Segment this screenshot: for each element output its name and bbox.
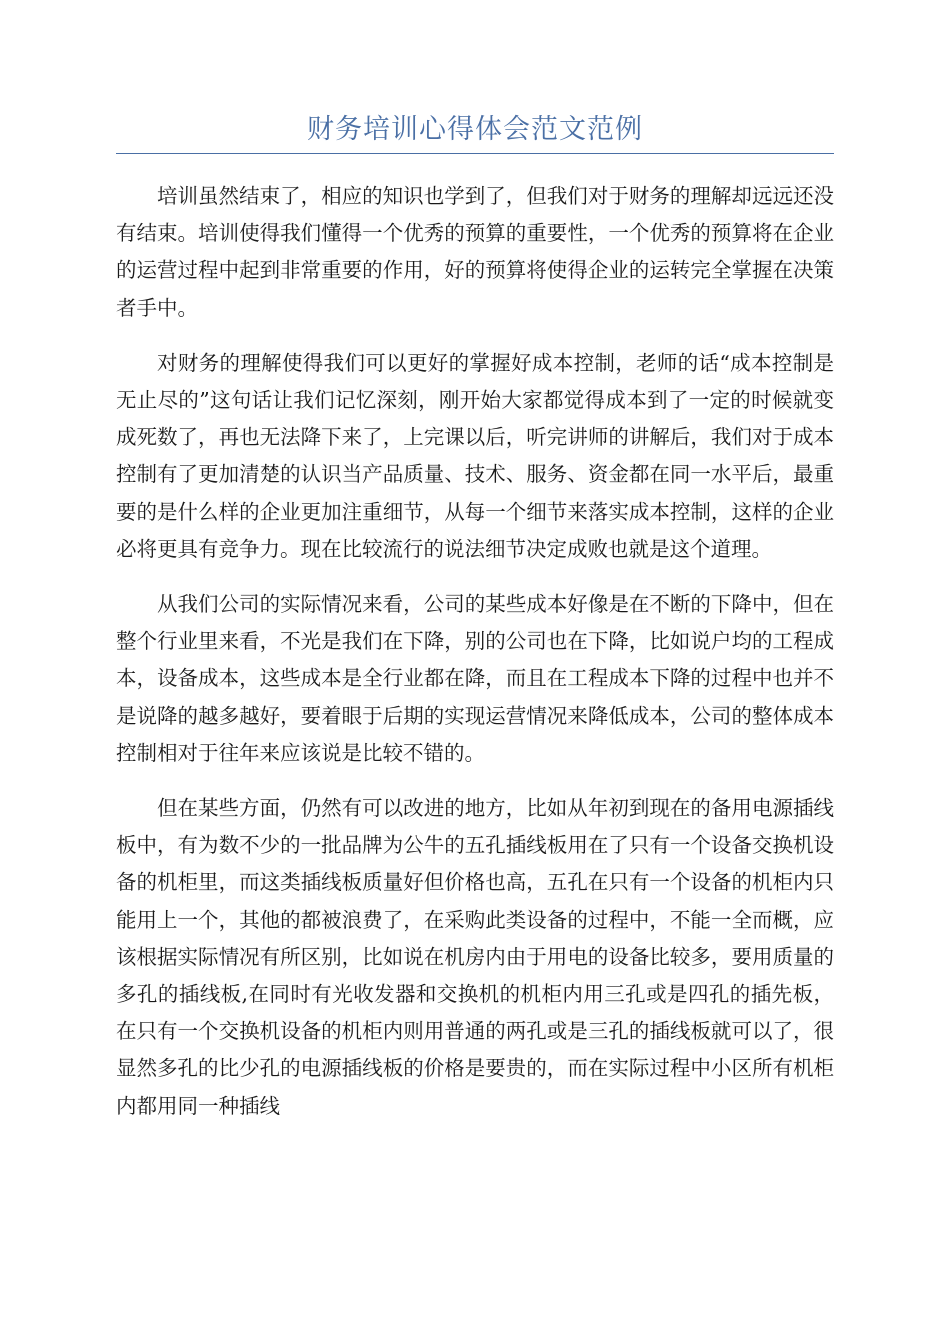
document-title: 财务培训心得体会范文范例 [307, 114, 643, 145]
title-underline [116, 153, 834, 154]
document-body [116, 178, 834, 1143]
paragraph-2: 对财务的理解使得我们可以更好的掌握好成本控制，老师的话“成本控制是无止尽的”这句话让我们记忆深刻，刚开始大家都觉得成本到了一定的时候就变成死数了，再也无法降下来了，上完课以后，听完讲师的讲解后，我们对于成本控制有了更加清楚的认识当产品质量、技术、服务、资金都在同一水平后，最重要的是什么样的企业更加注重细节，从每一个细节来落实成本控制，这样的企业必将更具有竞争力。现在比较流行的说法细节决定成败也就是这个道理。 [116, 350, 834, 561]
paragraph-3: 从我们公司的实际情况来看，公司的某些成本好像是在不断的下降中，但在整个行业里来看，不光是我们在下降，别的公司也在下降，比如说户均的工程成本，设备成本，这些成本是全行业都在降，而且在工程成本下降的过程中也并不是说降的越多越好，要着眼于后期的实现运营情况来降低成本，公司的整体成本控制相对于往年来应该说是比较不错的。 [116, 592, 834, 765]
paragraph-1: 培训虽然结束了，相应的知识也学到了，但我们对于财务的理解却远远还没有结束。培训使得我们懂得一个优秀的预算的重要性，一个优秀的预算将在企业的运营过程中起到非常重要的作用，好的预算将使得企业的运转完全掌握在决策者手中。 [116, 184, 834, 320]
paragraph-4: 但在某些方面，仍然有可以改进的地方，比如从年初到现在的备用电源插线板中，有为数不少的一批品牌为公牛的五孔插线板用在了只有一个设备交换机设备的机柜里，而这类插线板质量好但价格也高，五孔在只有一个设备的机柜内只能用上一个，其他的都被浪费了，在采购此类设备的过程中，不能一全而概，应该根据实际情况有所区别，比如说在机房内由于用电的设备比较多，要用质量的多孔的插线板,在同时有光收发器和交换机的机柜内用三孔或是四孔的插先板，在只有一个交换机设备的机柜内则用普通的两孔或是三孔的插线板就可以了，很显然多孔的比少孔的电源插线板的价格是要贵的，而在实际过程中小区所有机柜内都用同一种插线 [116, 796, 834, 1118]
